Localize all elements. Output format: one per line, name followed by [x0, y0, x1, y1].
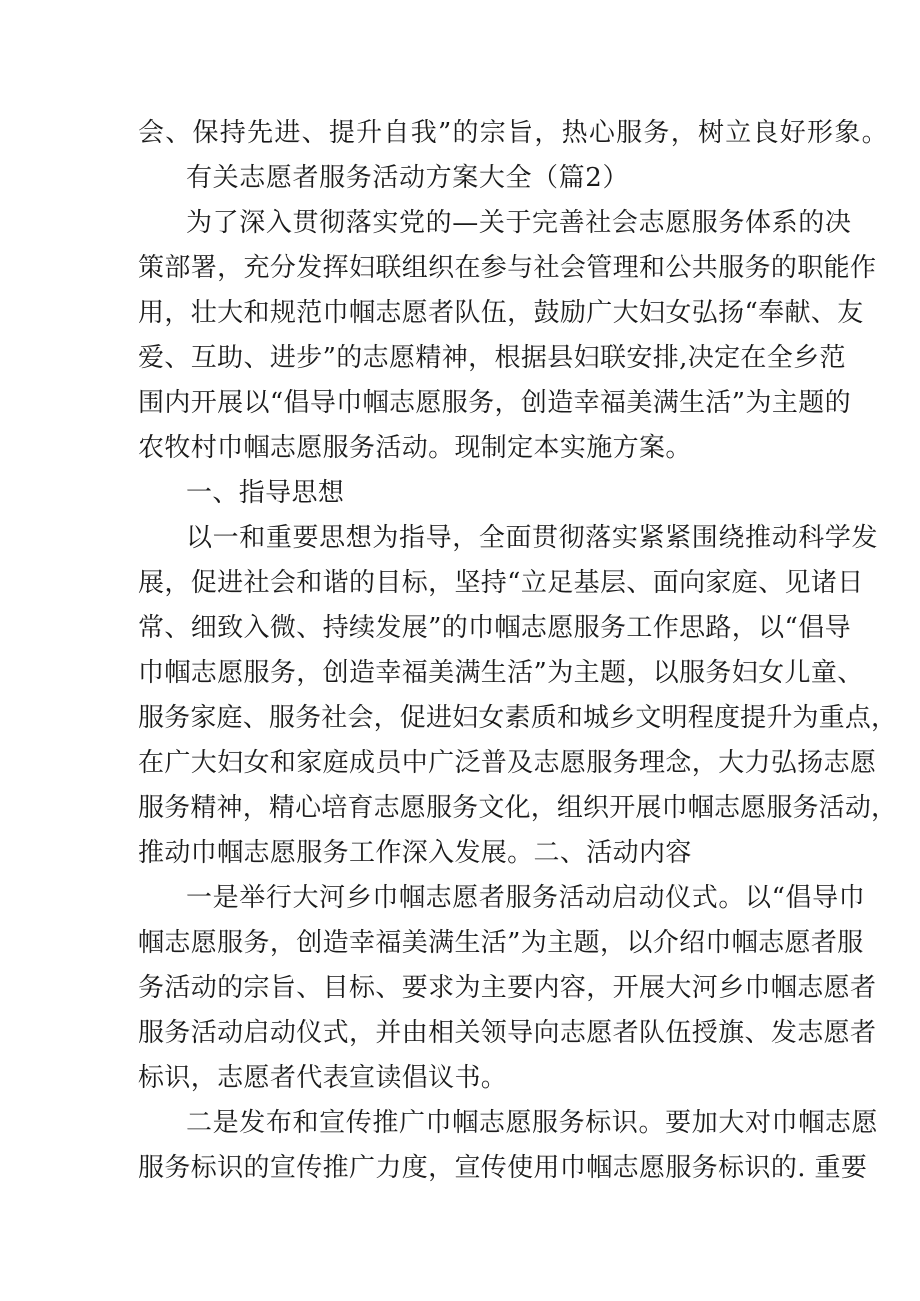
paragraph-first-line: 二是发布和宣传推广巾帼志愿服务标识。要加大对巾帼志愿 [186, 1108, 879, 1138]
body-text-line: 常、细致入微、持续发展”的巾帼志愿服务工作思路，以“倡导 [138, 613, 851, 643]
body-text-line: 服务精神，精心培育志愿服务文化，组织开展巾帼志愿服务活动， [138, 793, 898, 823]
body-text-line: 围内开展以“倡导巾帼志愿服务，创造幸福美满生活”为主题的 [138, 388, 851, 418]
body-text-line: 服务活动启动仪式，并由相关领导向志愿者队伍授旗、发志愿者 [138, 1018, 877, 1048]
paragraph-first-line: 以一和重要思想为指导，全面贯彻落实紧紧围绕推动科学发 [186, 523, 879, 553]
body-text-line: 帼志愿服务，创造幸福美满生活”为主题，以介绍巾帼志愿者服 [138, 928, 864, 958]
body-text-line: 服务标识的宣传推广力度，宣传使用巾帼志愿服务标识的. 重要 [138, 1153, 868, 1183]
body-text-line: 策部署，充分发挥妇联组织在参与社会管理和公共服务的职能作 [138, 253, 877, 283]
section-heading: 一、指导思想 [186, 478, 345, 508]
body-text-line: 在广大妇女和家庭成员中广泛普及志愿服务理念，大力弘扬志愿 [138, 748, 877, 778]
body-text-line: 推动巾帼志愿服务工作深入发展。二、活动内容 [138, 838, 692, 868]
paragraph-first-line: 为了深入贯彻落实党的—关于完善社会志愿服务体系的决 [186, 208, 852, 238]
body-text-line: 用，壮大和规范巾帼志愿者队伍，鼓励广大妇女弘扬“奉献、友 [138, 298, 864, 328]
body-text-line: 农牧村巾帼志愿服务活动。现制定本实施方案。 [138, 433, 692, 463]
body-text-line: 巾帼志愿服务，创造幸福美满生活”为主题，以服务妇女儿童、 [138, 658, 864, 688]
body-text-line: 服务家庭、服务社会，促进妇女素质和城乡文明程度提升为重点， [138, 703, 898, 733]
body-text-line: 会、保持先进、提升自我”的宗旨，热心服务，树立良好形象。 [138, 118, 889, 148]
body-text-line: 展，促进社会和谐的目标，坚持“立足基层、面向家庭、见诸日 [138, 568, 864, 598]
paragraph-first-line: 一是举行大河乡巾帼志愿者服务活动启动仪式。以“倡导巾 [186, 883, 866, 913]
body-text-line: 标识，志愿者代表宣读倡议书。 [138, 1063, 508, 1093]
body-text-line: 务活动的宗旨、目标、要求为主要内容，开展大河乡巾帼志愿者 [138, 973, 877, 1003]
body-text-line: 爱、互助、进步”的志愿精神，根据县妇联安排,决定在全乡范 [138, 343, 846, 373]
section-heading: 有关志愿者服务活动方案大全（篇2） [186, 163, 630, 193]
